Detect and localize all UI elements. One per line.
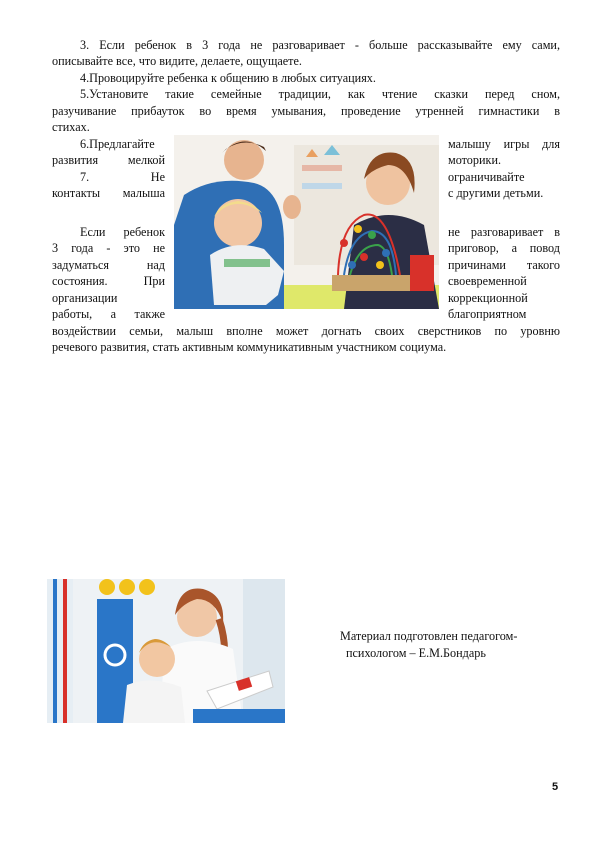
conclusion-left-3: задуматься над (52, 258, 165, 272)
paragraph-7-left-2: контакты малыша (52, 186, 165, 200)
conclusion-right-4: своевременной (448, 274, 527, 288)
conclusion-left-5: организации (52, 291, 118, 305)
conclusion-right-5: коррекционной (448, 291, 528, 305)
paragraph-6-left-2: развития мелкой (52, 153, 165, 167)
paragraph-7-right-1: ограничивайте (448, 170, 525, 184)
conclusion-right-1: не разговаривает в (448, 225, 560, 239)
paragraph-6-left-1: 6.Предлагайте (80, 137, 155, 151)
reading-photo (47, 579, 285, 723)
page-number: 5 (552, 781, 559, 793)
conclusion-right-3: причинами такого (448, 258, 560, 272)
conclusion-right-2: приговор, а повод (448, 241, 560, 255)
conclusion-left-4: состояния. При (52, 274, 165, 288)
conclusion-full-2: речевого развития, стать активным коммуникативным участником социума. (52, 340, 447, 354)
family-play-photo (174, 135, 439, 309)
paragraph-4: 4.Провоцируйте ребенка к общению в любых ситуациях. (80, 71, 376, 85)
family-play-illustration (174, 135, 439, 309)
author-credit-line-2: психологом – Е.М.Бондарь (346, 646, 486, 660)
paragraph-7-left-1: 7. Не (80, 170, 165, 184)
paragraph-5-line-3: стихах. (52, 120, 90, 134)
author-credit-line-1: Материал подготовлен педагогом- (340, 629, 518, 643)
conclusion-left-6: работы, а также (52, 307, 165, 321)
conclusion-right-6: благоприятном (448, 307, 527, 321)
reading-illustration (47, 579, 285, 723)
paragraph-5-line-1: 5.Установите такие семейные традиции, как чтение сказки перед сном, (80, 87, 560, 101)
paragraph-3-line-2: описывайте все, что видите, делаете, ощущаете. (52, 54, 302, 68)
paragraph-5-line-2: разучивание прибауток во время умывания, проведение утренней гимнастики в (52, 104, 560, 118)
paragraph-6-right-2: моторики. (448, 153, 502, 167)
paragraph-7-right-2: с другими детьми. (448, 186, 544, 200)
conclusion-left-1: Если ребенок (80, 225, 165, 239)
paragraph-3-line-1: 3. Если ребенок в 3 года не разговаривает - больше рассказывайте ему сами, (80, 38, 560, 52)
conclusion-left-2: 3 года - это не (52, 241, 165, 255)
paragraph-6-right-1: малышу игры для (448, 137, 560, 151)
conclusion-full-1: воздействии семьи, малыш вполне может догнать своих сверстников по уровню (52, 324, 560, 338)
